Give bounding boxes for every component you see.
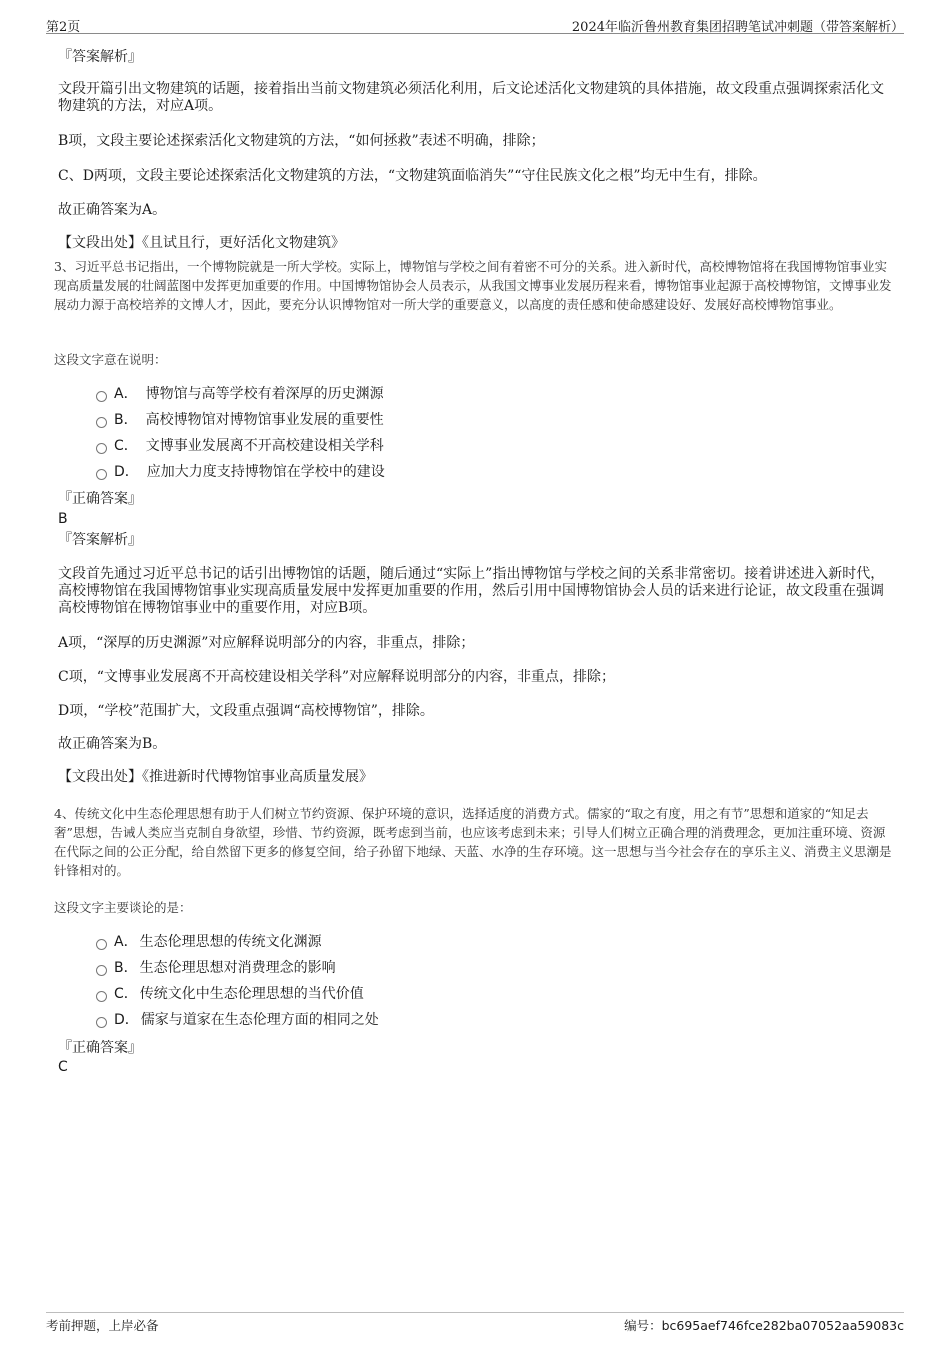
question-stem: 4、传统文化中生态伦理思想有助于人们树立节约资源、保护环境的意识，选择适度的消费方式。儒家的“取之有度，用之有节”思想和道家的“知足去奢”思想，告诫人类应当克制自身欲望，珍惜、节约资源，既考虑到当前，也应该考虑到未来；引导人们树立正确合理的消费理念，更加注重环境、资源在代际之间的公正分配，给自然留下更多的修复空间，给子孙留下地绿、天蓝、水净的生存环境。这一思想与当今社会存在的享乐主义、消费主义思潮是针锋相对的。 xyxy=(54,806,892,878)
option-text: 应加大力度支持博物馆在学校中的建设 xyxy=(146,464,385,480)
analysis-conclusion: 故正确答案为B。 xyxy=(58,736,167,752)
option-text: 生态伦理思想的传统文化渊源 xyxy=(139,934,322,950)
option-text: 儒家与道家在生态伦理方面的相同之处 xyxy=(140,1012,379,1028)
radio-icon[interactable] xyxy=(96,469,107,480)
footer-slogan: 考前押题，上岸必备 xyxy=(46,1318,159,1333)
correct-answer: C xyxy=(58,1059,68,1075)
code-value: bc695aef746fce282ba07052aa59083c xyxy=(661,1318,904,1333)
correct-answer: B xyxy=(58,511,68,527)
option-d[interactable] xyxy=(96,1012,379,1029)
analysis-paragraph: B项，文段主要论述探索活化文物建筑的方法，“如何拯救”表述不明确，排除； xyxy=(58,133,545,149)
analysis-label: 『答案解析』 xyxy=(58,532,142,548)
analysis-label: 『答案解析』 xyxy=(58,49,142,65)
option-letter: A． xyxy=(114,934,138,950)
option-a[interactable] xyxy=(96,934,322,951)
analysis-paragraph: C项，“文博事业发展离不开高校建设相关学科”对应解释说明部分的内容，非重点，排除； xyxy=(58,669,616,685)
option-letter: C． xyxy=(114,986,138,1002)
option-letter: D． xyxy=(114,1012,139,1028)
option-text: 文博事业发展离不开高校建设相关学科 xyxy=(145,438,384,454)
page-number: 第2页 xyxy=(46,20,81,35)
answer-label: 『正确答案』 xyxy=(58,491,142,507)
option-letter: B． xyxy=(114,960,138,976)
analysis-paragraph: C、D两项，文段主要论述探索活化文物建筑的方法，“文物建筑面临消失”“守住民族文化之根”均无中生有，排除。 xyxy=(58,168,767,184)
answer-label: 『正确答案』 xyxy=(58,1040,142,1056)
code-label: 编号： xyxy=(624,1318,662,1333)
option-letter: A． xyxy=(114,386,138,402)
option-letter: C． xyxy=(114,438,138,454)
analysis-conclusion: 故正确答案为A。 xyxy=(58,202,167,218)
analysis-paragraph: A项，“深厚的历史渊源”对应解释说明部分的内容，非重点，排除； xyxy=(58,635,475,651)
option-c[interactable] xyxy=(96,986,364,1003)
option-text: 博物馆与高等学校有着深厚的历史渊源 xyxy=(145,386,384,402)
radio-icon[interactable] xyxy=(96,991,107,1002)
radio-icon[interactable] xyxy=(96,965,107,976)
question-prompt: 这段文字主要谈论的是： xyxy=(54,900,192,915)
page-footer xyxy=(46,1312,904,1334)
question-prompt: 这段文字意在说明： xyxy=(54,352,167,367)
source-citation: 【文段出处】《推进新时代博物馆事业高质量发展》 xyxy=(58,769,373,785)
option-text: 生态伦理思想对消费理念的影响 xyxy=(139,960,336,976)
source-citation: 【文段出处】《且试且行，更好活化文物建筑》 xyxy=(58,235,345,251)
option-text: 高校博物馆对博物馆事业发展的重要性 xyxy=(145,412,384,428)
analysis-paragraph: 文段首先通过习近平总书记的话引出博物馆的话题，随后通过“实际上”指出博物馆与学校之间的关系非常密切。接着讲述进入新时代，高校博物馆在我国博物馆事业实现高质量发展中发挥更加重要的作用，然后引用中国博物馆协会人员的话来进行论证，故文段重在强调高校博物馆在博物馆事业中的重要作用，对应B项。 xyxy=(58,566,885,616)
radio-icon[interactable] xyxy=(96,391,107,402)
option-d[interactable] xyxy=(96,464,385,481)
document-code xyxy=(624,1316,904,1334)
option-text: 传统文化中生态伦理思想的当代价值 xyxy=(139,986,364,1002)
analysis-paragraph: 文段开篇引出文物建筑的话题，接着指出当前文物建筑必须活化利用，后文论述活化文物建筑的具体措施，故文段重点强调探索活化文物建筑的方法，对应A项。 xyxy=(58,81,884,114)
option-letter: B． xyxy=(114,412,138,428)
radio-icon[interactable] xyxy=(96,417,107,428)
option-c[interactable] xyxy=(96,438,384,455)
option-b[interactable] xyxy=(96,960,336,977)
option-a[interactable] xyxy=(96,386,384,403)
question-stem: 3、习近平总书记指出，一个博物院就是一所大学校。实际上，博物馆与学校之间有着密不可分的关系。进入新时代，高校博物馆将在我国博物馆事业实现高质量发展的壮阔蓝图中发挥更加重要的作用。中国博物馆协会人员表示，从我国文博事业发展历程来看，博物馆事业起源于高校博物馆，文博事业发展动力源于高校培养的文博人才，因此，要充分认识博物馆对一所大学的重要意义，以高度的责任感和使命感建设好、发展好高校博物馆事业。 xyxy=(54,259,892,312)
radio-icon[interactable] xyxy=(96,939,107,950)
radio-icon[interactable] xyxy=(96,1017,107,1028)
option-b[interactable] xyxy=(96,412,384,429)
option-letter: D． xyxy=(114,464,139,480)
radio-icon[interactable] xyxy=(96,443,107,454)
analysis-paragraph: D项，“学校”范围扩大，文段重点强调“高校博物馆”，排除。 xyxy=(58,703,434,719)
page-header xyxy=(46,14,904,34)
document-title: 2024年临沂鲁州教育集团招聘笔试冲刺题（带答案解析） xyxy=(571,20,904,35)
